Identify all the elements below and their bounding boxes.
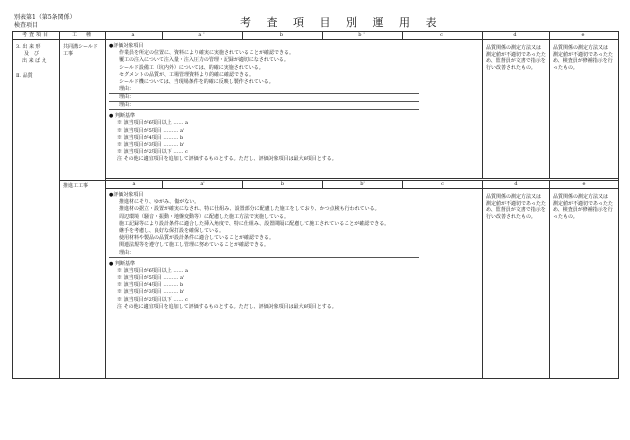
reason-line: 理由： xyxy=(109,94,419,102)
grade-b-header: b xyxy=(243,181,323,189)
criteria-title: ● 判断基準 xyxy=(109,113,135,120)
grade-e-text: 品質関係の測定方法又は 測定値が不適切であったため、検査員が修補指示を行ったもの。 xyxy=(553,45,614,71)
note: 注 その他に適宜項目を追加して評価するものとする。ただし、評価対象項目は最大8項目とする。 xyxy=(117,303,337,310)
grade-a-header: a xyxy=(106,32,163,40)
eval-item: シールド機については、当現場条件を的確に反映し製作されている。 xyxy=(119,79,274,86)
grade-e-cell xyxy=(550,40,619,179)
criteria-item: ※ 該当項目が4項目 ……… b xyxy=(117,134,184,141)
note: 注 その他に適宜項目を追加して評価するものとする。ただし、評価対象項目は最大8項目とする。 xyxy=(117,156,337,163)
grade-d-cell xyxy=(483,40,550,179)
criteria-item: ※ 該当項目が3項目 ……… b' xyxy=(117,142,185,149)
grade-d-text: 品質関係の測定方法又は 測定値が不適切であったため、監督員が文書で指示を行い改善されたもの。 xyxy=(486,45,547,71)
grade-d-header: d xyxy=(483,181,550,189)
grade-b-prime-header: b' xyxy=(323,181,403,189)
criteria-cell xyxy=(106,189,483,379)
eval-item: 周辺環境（騒音・振動・地盤変動等）に配慮した施工方法で実施している。 xyxy=(119,213,290,220)
grade-b-header: b xyxy=(243,32,323,40)
work-type-cell xyxy=(60,40,106,181)
eval-item: セグメントの品質が、工場管理資料より的確に確認できる。 xyxy=(119,71,254,78)
criteria-item: ※ 該当項目が4項目 ……… b xyxy=(117,282,184,289)
eval-item: 推進材にそり、ゆがみ、傷がない。 xyxy=(119,199,200,206)
item-line: 出 来 ば え xyxy=(22,58,47,65)
criteria-item: ※ 該当項目が2項目以下 …… c xyxy=(117,296,188,303)
form-number: 別表第1（第5条関係） xyxy=(14,14,76,21)
work-type-cell xyxy=(60,181,106,379)
eval-item: シールド設備工（坑内外）については、的確に実施されている。 xyxy=(119,64,264,71)
reason-line: 理由： xyxy=(109,86,419,94)
grade-a-prime-header: a' xyxy=(163,32,243,40)
grade-d-text: 品質関係の測定方法又は 測定値が不適切であったため、監督員が文書で指示を行い改善されたもの。 xyxy=(486,194,547,220)
grade-c-header: c xyxy=(403,181,483,189)
criteria-item: ※ 該当項目が6項目以上 …… a xyxy=(117,120,188,127)
item-line: 3. 出 来 形 xyxy=(16,44,41,50)
table-row xyxy=(13,40,619,179)
reason-line: 理由： xyxy=(109,102,419,110)
eval-title: ●評価対象項目 xyxy=(109,43,144,49)
criteria-item: ※ 該当項目が5項目 ……… a' xyxy=(117,275,185,282)
grade-c-header: c xyxy=(403,32,483,40)
eval-item: 作業員を所定の位置に、資料により確実に実施されていることが確認できる。 xyxy=(119,50,295,57)
page-title: 考 査 項 目 別 運 用 表 xyxy=(240,16,443,29)
criteria-item: ※ 該当項目が2項目以下 …… c xyxy=(117,149,188,156)
criteria-item: ※ 該当項目が6項目以上 …… a xyxy=(117,267,188,274)
criteria-title: ● 判断基準 xyxy=(109,260,135,267)
work-type-label: 推進工工事 xyxy=(63,183,89,189)
table-row xyxy=(13,181,619,189)
reason-line: 理由： xyxy=(109,250,419,258)
grade-d-cell xyxy=(483,189,550,379)
eval-title: ●評価対象項目 xyxy=(109,192,144,198)
evaluation-table xyxy=(12,31,619,379)
eval-item: 継手を考慮し、良好な保打設を確保している。 xyxy=(119,228,225,235)
grade-e-header: e xyxy=(550,181,619,189)
grade-d-header: d xyxy=(483,32,550,40)
grade-e-header: e xyxy=(550,32,619,40)
work-type-label: 共同溝シールド工事 xyxy=(63,44,98,58)
grade-e-cell xyxy=(550,189,619,379)
criteria-item: ※ 該当項目が3項目 ……… b' xyxy=(117,289,185,296)
grade-a-prime-header: a' xyxy=(163,181,243,189)
grade-e-text: 品質関係の測定方法又は 測定値が不適切であったため、検査員が修補指示を行ったもの。 xyxy=(553,194,614,220)
header-row xyxy=(13,32,619,40)
item-line: Ⅱ. 品質 xyxy=(16,72,33,79)
item-header: 考査項目 xyxy=(13,32,60,40)
eval-item: 施工記録等により設計条件に適合した挿入角度で、特に仕組み、設置間隔に配慮して施工されていることが確認できる。 xyxy=(119,220,390,227)
eval-item: 使用材料や製品の品質が設計条件に適合していることが確認できる。 xyxy=(119,235,275,242)
item-cell xyxy=(13,40,60,379)
category-label: 検査項目 xyxy=(14,22,39,29)
form-header xyxy=(14,14,76,30)
eval-item: 推進材の据立・設置が確実になされ、特に仕組み、設置部分に配慮した施工をしており、かつ点検も行われている。 xyxy=(119,206,380,213)
grade-b-prime-header: b' xyxy=(323,32,403,40)
criteria-item: ※ 該当項目が5項目 ……… a' xyxy=(117,127,185,134)
eval-item: 関連法規等を遵守して施工し管理に努めていることが確認できる。 xyxy=(119,242,270,249)
criteria-cell xyxy=(106,40,483,179)
item-line: 及 び xyxy=(24,51,40,58)
eval-item: 覆工の注入について注入量・注入圧力の管理・記録が適切になされている。 xyxy=(119,57,289,64)
work-type-header: 工 種 xyxy=(60,32,106,40)
grade-a-header: a xyxy=(106,181,163,189)
